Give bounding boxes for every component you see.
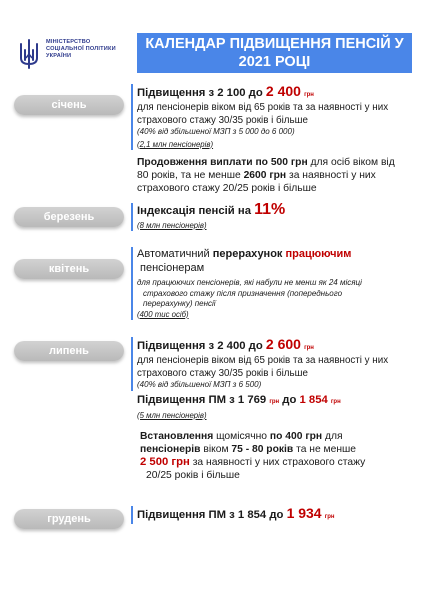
december-block: Підвищення ПМ з 1 854 до 1 934 грн xyxy=(131,506,335,524)
april-block: Автоматичний перерахунок працюючим пенсіонерам для працюючих пенсіонерів, які набули не менш як 24 місяці страхового стажу після призначення (попереднього перерахунку) пенсії (400 тис осіб) xyxy=(131,247,362,320)
july-block-1: Підвищення з 2 400 до 2 600 грн для пенсіонерів віком від 65 років та за наявності у них страхового стажу 30/35 років і більше (40% від збільшеної МЗП з 6 500) xyxy=(131,337,388,391)
ministry-logo xyxy=(18,38,128,70)
month-april: квітень xyxy=(14,259,124,279)
january-block-2: Продовження виплати по 500 грн для осіб віком від 80 років, та не менше 2600 грн за наявності у них страхового стажу 20/25 років і більше xyxy=(137,157,395,194)
month-december: грудень xyxy=(14,509,124,529)
month-march: березень xyxy=(14,207,124,227)
trident-icon xyxy=(18,38,40,70)
page-title: КАЛЕНДАР ПІДВИЩЕННЯ ПЕНСІЙ У 2021 РОЦІ xyxy=(137,33,412,73)
month-july: липень xyxy=(14,341,124,361)
july-block-3: Встановлення щомісячно по 400 грн для пенсіонерів віком 75 - 80 років та не менше 2 500 грн за наявності у них страхового стажу 20/25 років і більше xyxy=(140,431,366,481)
july-block-2: Підвищення ПМ з 1 769 грн до 1 854 грн (5 млн пенсіонерів) xyxy=(137,394,341,420)
january-block-1: Підвищення з 2 100 до 2 400 грн для пенсіонерів віком від 65 років та за наявності у них страхового стажу 30/35 років і більше (40% від збільшеної МЗП з 5 000 до 6 000) (2,1 млн пенсіонерів) xyxy=(131,84,388,150)
month-january: січень xyxy=(14,95,124,115)
ministry-name: МІНІСТЕРСТВО СОЦІАЛЬНОЇ ПОЛІТИКИ УКРАЇНИ xyxy=(46,39,116,59)
march-block: Індексація пенсій на 11% (8 млн пенсіонерів) xyxy=(131,203,285,231)
